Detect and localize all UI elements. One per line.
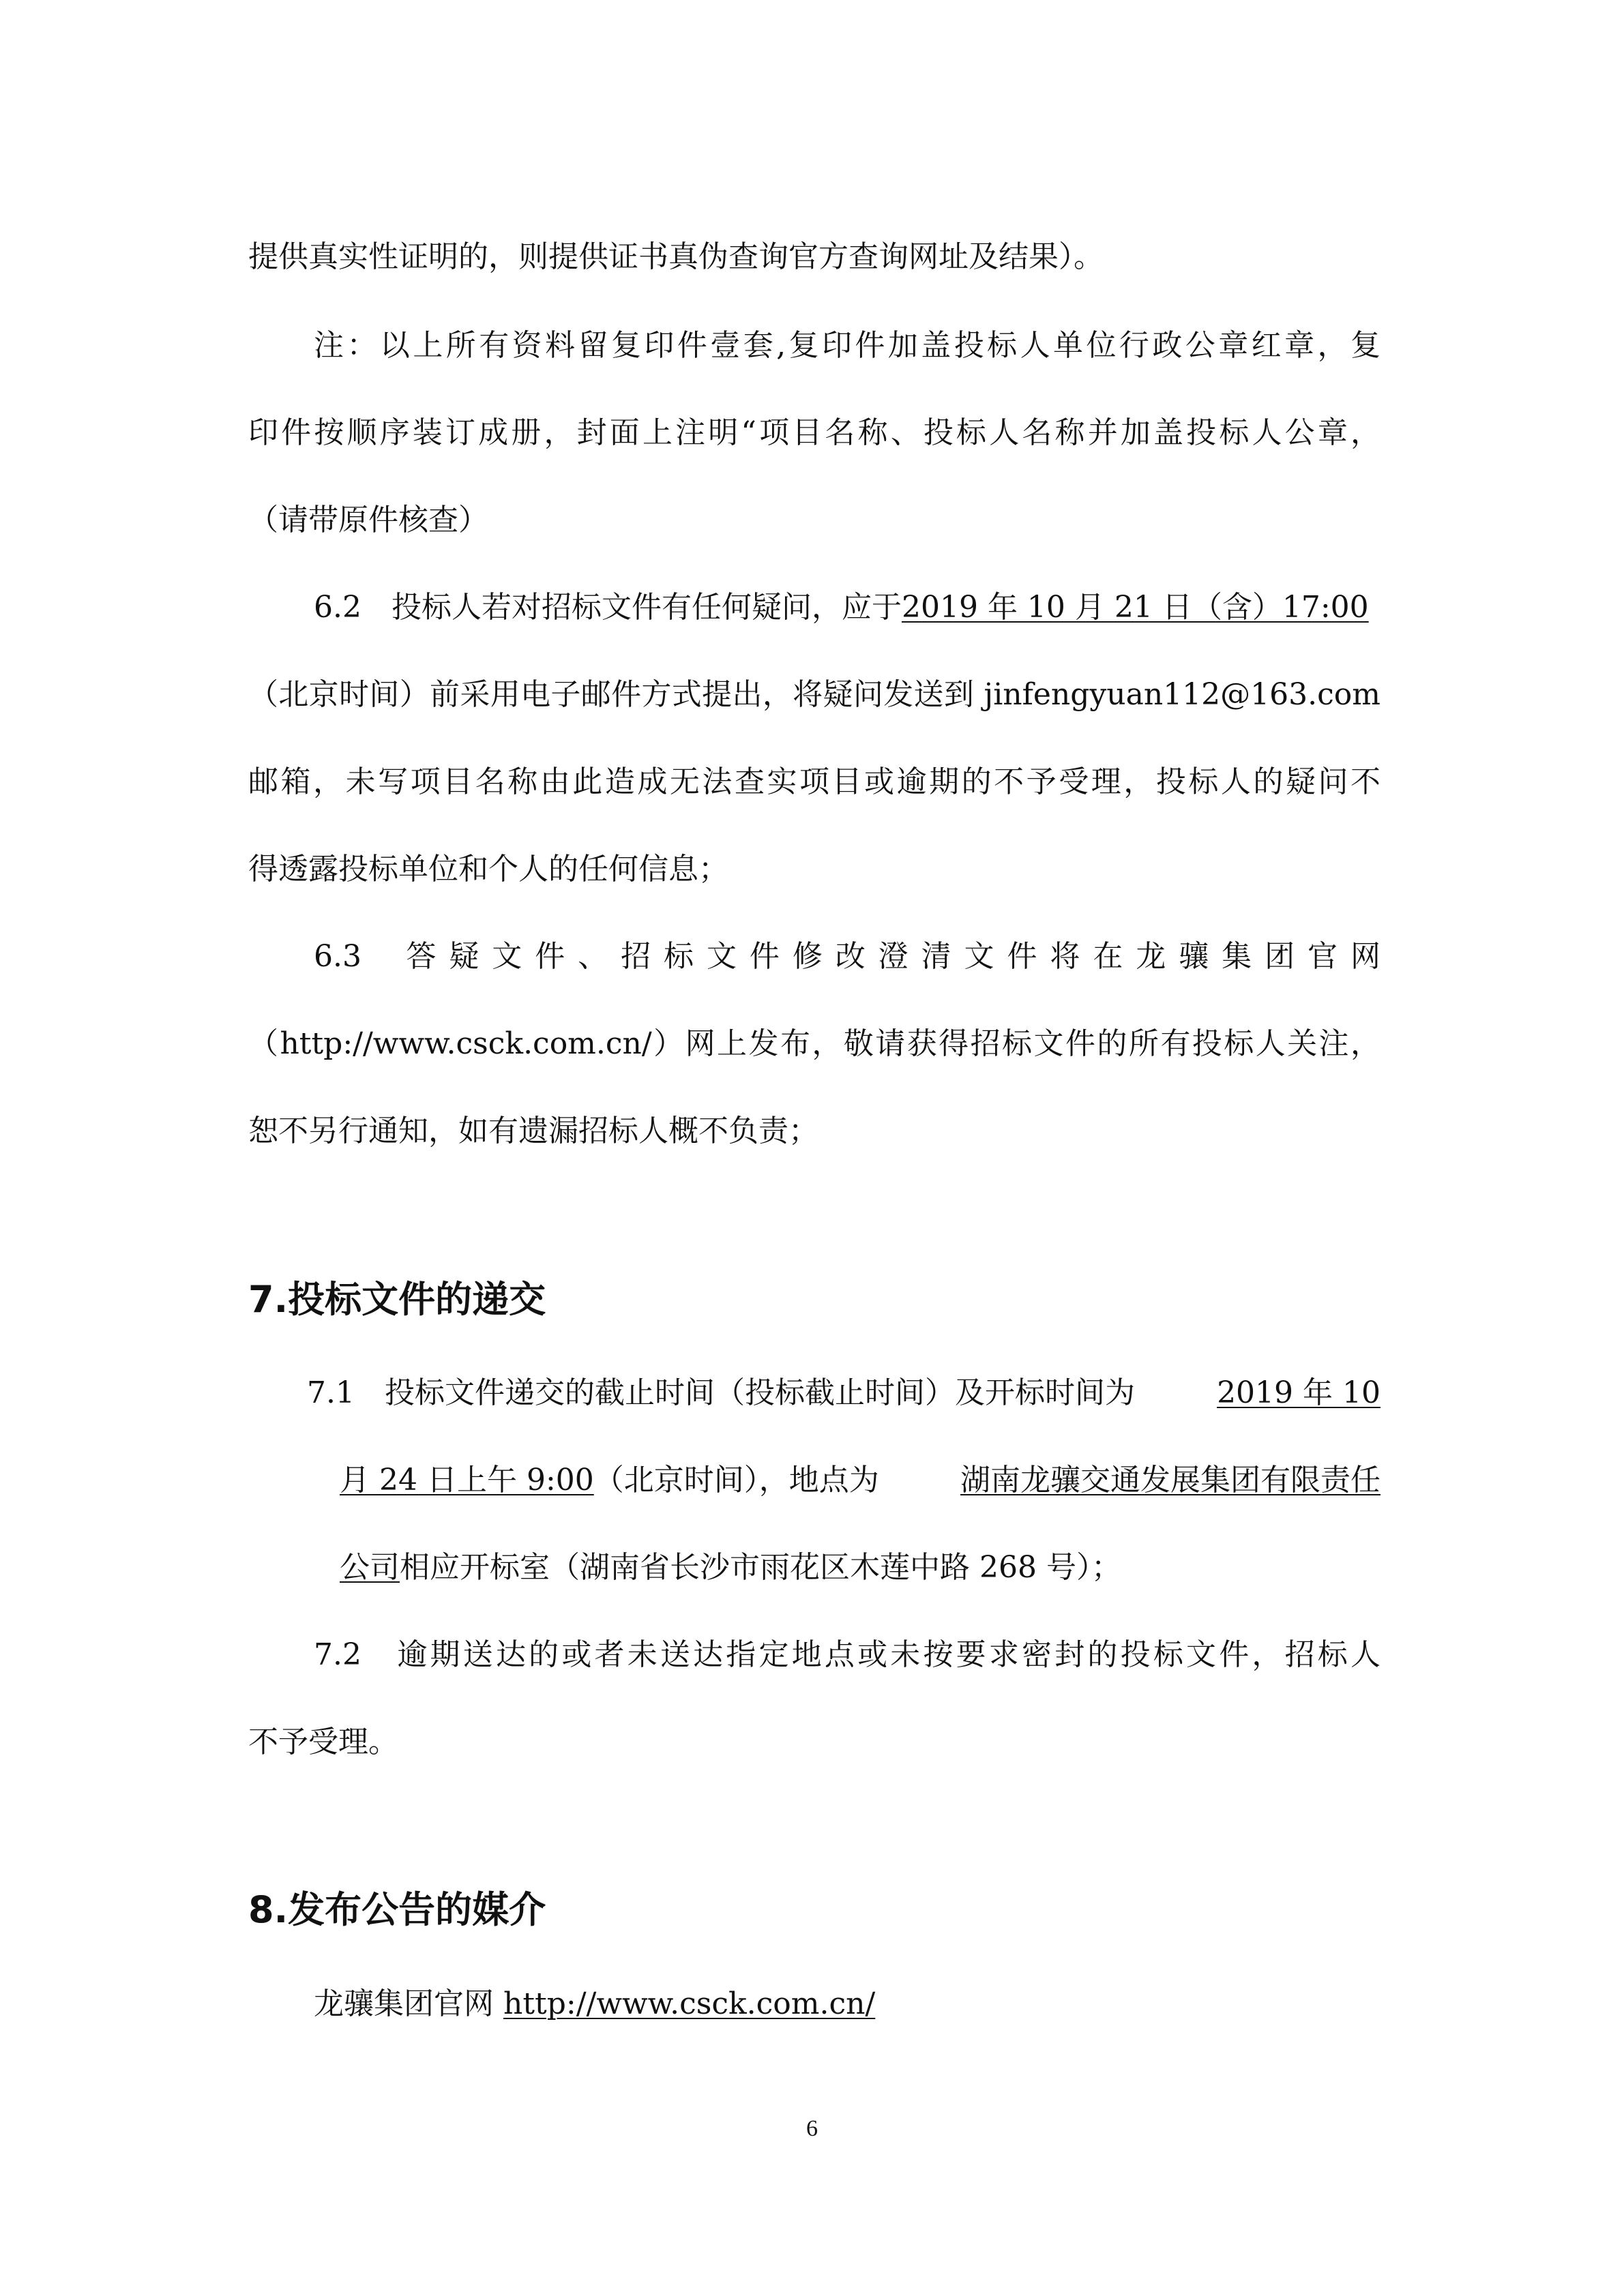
note-line-2: 印件按顺序装订成册，封面上注明“项目名称、投标人名称并加盖投标人公章，	[248, 415, 1381, 450]
clause-6-3-line-1: 6.3 答 疑 文 件 、 招 标 文 件 修 改 澄 清 文 件 将 在 龙 骧 集 团 官 网	[314, 939, 1381, 974]
clause-6-2-line-1: 6.2 投标人若对招标文件有任何疑问，应于2019 年 10 月 21 日（含）17:00	[314, 590, 1369, 625]
clause-6-2-line-3: 邮箱，未写项目名称由此造成无法查实项目或逾期的不予受理，投标人的疑问不	[248, 764, 1381, 799]
paragraph-line	[248, 237, 1381, 278]
media-url-link[interactable]: http://www.csck.com.cn/	[503, 1986, 876, 2021]
bid-deadline-time: 月 24 日上午 9:00	[340, 1463, 594, 1497]
note-line-3: （请带原件核查）	[248, 503, 488, 537]
bid-deadline-year: 2019 年 10	[1217, 1375, 1381, 1410]
clause-6-3-line-3: 恕不另行通知，如有遗漏招标人概不负责；	[248, 1114, 818, 1148]
bid-location-company-end: 公司	[340, 1550, 400, 1585]
section-7-heading: 7.投标文件的递交	[248, 1278, 546, 1321]
note-line-1: 注：以上所有资料留复印件壹套,复印件加盖投标人单位行政公章红章，复	[314, 328, 1381, 363]
section-8-heading: 8.发布公告的媒介	[248, 1888, 546, 1931]
clause-7-1-line-3: 公司相应开标室（湖南省长沙市雨花区木莲中路 268 号）；	[340, 1550, 1121, 1585]
clause-7-1-line-2: 月 24 日上午 9:00（北京时间），地点为 湖南龙骧交通发展集团有限责任	[340, 1460, 1381, 1501]
question-deadline: 2019 年 10 月 21 日（含）17:00	[901, 590, 1369, 625]
bid-location-company: 湖南龙骧交通发展集团有限责任	[960, 1463, 1381, 1497]
clause-7-2-line-2: 不予受理。	[248, 1725, 398, 1759]
clause-6-2-line-4: 得透露投标单位和个人的任何信息；	[248, 852, 728, 886]
media-label: 龙骧集团官网	[314, 1986, 494, 2021]
clause-6-3-line-2: （http://www.csck.com.cn/）网上发布，敬请获得招标文件的所有投标人关注，	[248, 1026, 1381, 1061]
clause-7-1-line-1: 7.1 投标文件递交的截止时间（投标截止时间）及开标时间为 2019 年 10	[307, 1373, 1381, 1414]
clause-6-2-line-2: （北京时间）前采用电子邮件方式提出，将疑问发送到 jinfengyuan112@163.com	[248, 677, 1381, 712]
media-line	[314, 1984, 1381, 2025]
text: 提供真实性证明的，则提供证书真伪查询官方查询网址及结果）。	[248, 239, 1104, 274]
page-number: 6	[806, 2116, 818, 2141]
clause-7-2-line-1: 7.2 逾期送达的或者未送达指定地点或未按要求密封的投标文件，招标人	[314, 1637, 1381, 1672]
